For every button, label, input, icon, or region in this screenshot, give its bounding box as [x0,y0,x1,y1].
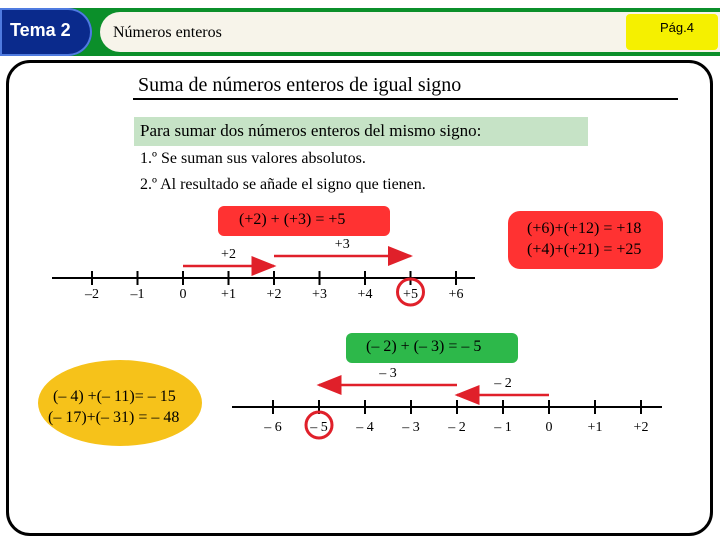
negative-number-line [232,366,662,438]
positive-line-tick-label: –1 [130,287,145,302]
step-1: 1.º Se suman sus valores absolutos. [140,150,366,167]
step-2: 2.º Al resultado se añade el signo que tienen. [140,176,426,193]
negative-line-tick-label: – 1 [494,420,512,435]
negative-line-tick-label: +2 [633,420,649,435]
negative-line-tick-label: – 4 [356,420,374,435]
positive-line-tick-label: +6 [448,287,464,302]
negative-line-tick-label: 0 [545,420,553,435]
page-title: Suma de números enteros de igual signo [138,74,462,96]
negative-line-tick-label: – 3 [402,420,420,435]
negative-line-arrow-label: – 2 [494,376,512,391]
page-number: Pág.4 [660,20,694,35]
positive-line-tick-label: 0 [179,287,187,302]
negative-line-arrow-label: – 3 [379,366,397,381]
positive-line-tick-label: +4 [357,287,373,302]
positive-line-tick-label: +3 [312,287,327,302]
positive-line-arrow-label: +2 [221,247,236,262]
negative-line-tick-label: – 6 [264,420,282,435]
negative-line-tick-label: +1 [587,420,603,435]
positive-equation: (+2) + (+3) = +5 [239,211,346,228]
positive-number-line [52,237,475,305]
positive-line-tick-label: +2 [266,287,282,302]
negative-line-tick-label: – 5 [310,420,328,435]
positive-line-tick-label: +5 [403,287,418,302]
topic-label: Tema 2 [10,20,71,40]
positive-example-2: (+4)+(+21) = +25 [527,241,642,258]
positive-line-tick-label: –2 [85,287,99,302]
negative-example-2: (– 17)+(– 31) = – 48 [48,409,180,426]
positive-line-tick-label: +1 [221,287,236,302]
rule-text: Para sumar dos números enteros del mismo signo: [140,121,482,140]
negative-line-tick-label: – 2 [448,420,466,435]
negative-equation: (– 2) + (– 3) = – 5 [366,338,482,355]
positive-example-1: (+6)+(+12) = +18 [527,220,642,237]
header-title: Números enteros [113,24,222,41]
negative-example-1: (– 4) +(– 11)= – 15 [53,388,176,405]
positive-line-arrow-label: +3 [334,237,350,252]
